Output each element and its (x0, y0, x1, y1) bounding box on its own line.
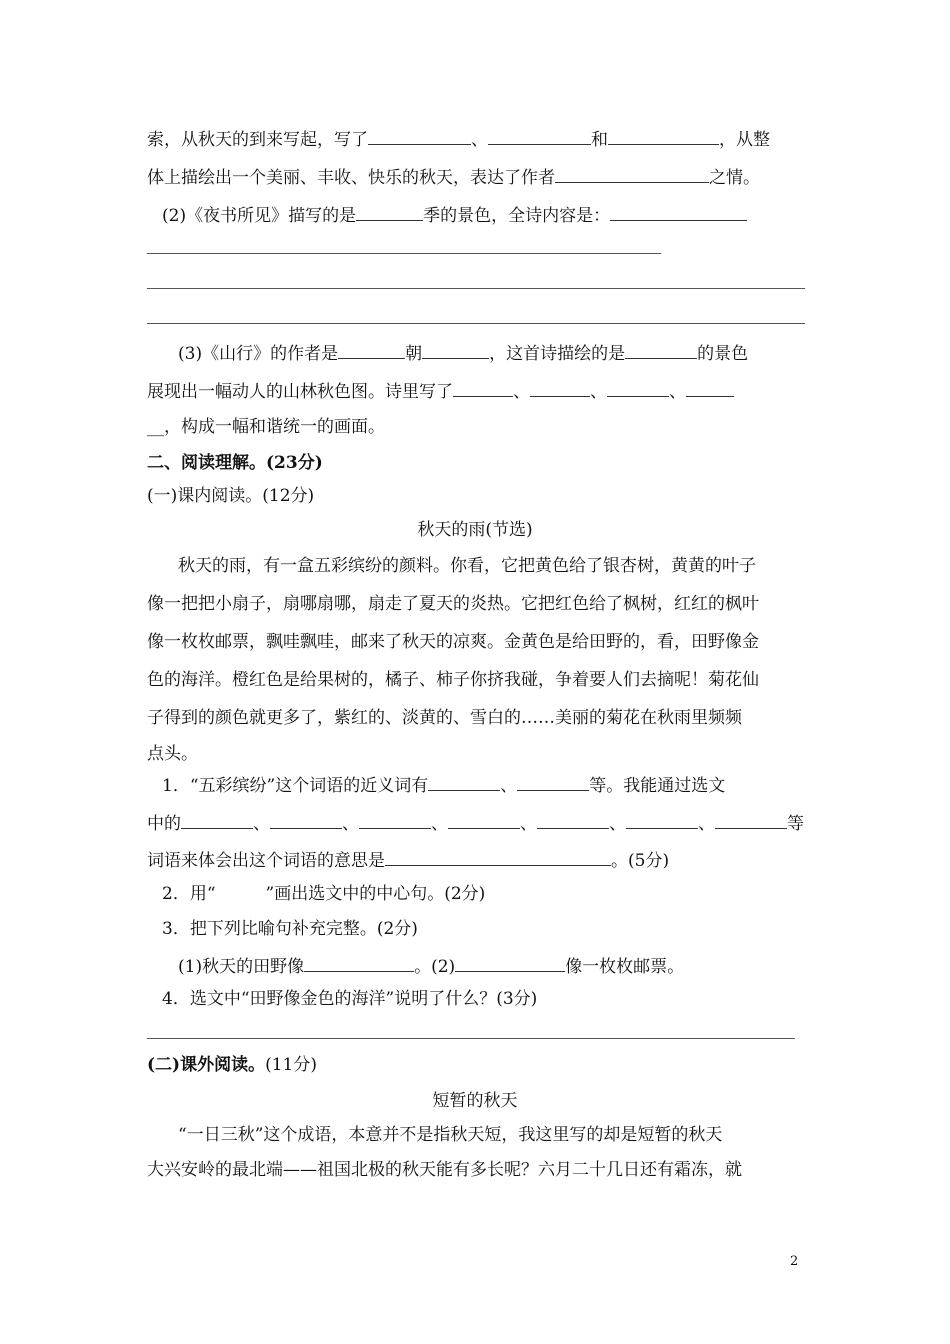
blank[interactable] (304, 953, 414, 972)
blank[interactable] (453, 378, 513, 397)
blank[interactable] (422, 340, 489, 359)
blank[interactable] (607, 378, 669, 397)
blank[interactable] (368, 126, 471, 145)
passage1-line: 点头。 (147, 744, 198, 764)
answer-line[interactable] (147, 253, 661, 254)
q3-line1: 索，从秋天的到来写起，写了 、 和 ，从整 (147, 126, 770, 150)
blank[interactable] (359, 810, 431, 829)
q3-sub3-line3: __，构成一幅和谐统一的画面。 (147, 417, 385, 437)
q3-sub3-line2: 展现出一幅动人的山林秋色图。诗里写了 、 、 、 (147, 378, 734, 402)
passage1-line: 像一枚枚邮票，飘哇飘哇，邮来了秋天的凉爽。金黄色是给田野的，看，田野像金 (147, 632, 759, 652)
answer-line[interactable] (147, 323, 805, 324)
blank[interactable] (181, 810, 253, 829)
passage1-line: 像一把把小扇子，扇哪扇哪，扇走了夏天的炎热。它把红色给了枫树，红红的枫叶 (147, 594, 759, 614)
blank[interactable] (625, 340, 697, 359)
question-1: 1．“五彩缤纷”这个词语的近义词有 、 等。我能通过选文 (162, 772, 725, 796)
blank[interactable] (537, 810, 609, 829)
blank[interactable] (715, 810, 787, 829)
question-4: 4．选文中“田野像金色的海洋”说明了什么？(3分) (162, 989, 538, 1009)
question-3-items: (1)秋天的田野像 。(2) 像一枚枚邮票。 (178, 953, 684, 977)
question-1-line3: 词语来体会出这个词语的意思是 。(5分) (147, 847, 669, 871)
question-3: 3．把下列比喻句补充完整。(2分) (162, 919, 418, 939)
blank[interactable] (428, 772, 500, 791)
blank[interactable] (455, 953, 565, 972)
blank[interactable] (626, 810, 698, 829)
answer-line[interactable] (147, 1038, 795, 1039)
passage1-line: 子得到的颜色就更多了，紫红的、淡黄的、雪白的……美丽的菊花在秋雨里频频 (147, 708, 742, 728)
passage2-title: 短暂的秋天 (432, 1091, 518, 1111)
question-1-line2: 中的 、 、 、 、 、 、 等 (147, 810, 804, 834)
passage1-line: 色的海洋。橙红色是给果树的，橘子、柿子你挤我碰，争着要人们去摘呢！菊花仙 (147, 670, 759, 690)
blank[interactable] (608, 126, 719, 145)
blank[interactable] (338, 340, 405, 359)
q3-line2: 体上描绘出一个美丽、丰收、快乐的秋天，表达了作者 之情。 (147, 164, 760, 188)
passage2-line: 大兴安岭的最北端——祖国北极的秋天能有多长呢？六月二十几日还有霜冻，就 (147, 1160, 742, 1180)
blank[interactable] (385, 847, 611, 866)
blank[interactable] (448, 810, 520, 829)
passage1-title: 秋天的雨(节选) (417, 520, 533, 540)
part2-heading: (二)课外阅读。(11分) (147, 1055, 317, 1075)
blank[interactable] (686, 378, 734, 397)
part1-heading: (一)课内阅读。(12分) (147, 486, 315, 506)
blank[interactable] (610, 202, 747, 221)
passage2-line: “一日三秋”这个成语，本意并不是指秋天短，我这里写的却是短暂的秋天 (178, 1125, 723, 1145)
blank[interactable] (530, 378, 590, 397)
passage1-line: 秋天的雨，有一盒五彩缤纷的颜料。你看，它把黄色给了银杏树，黄黄的叶子 (178, 556, 756, 576)
blank[interactable] (270, 810, 342, 829)
section-heading: 二、阅读理解。(23分) (147, 453, 323, 473)
answer-line[interactable] (147, 288, 805, 289)
blank[interactable] (488, 126, 591, 145)
q3-sub2: (2)《夜书所见》描写的是 季的景色，全诗内容是： (162, 202, 747, 226)
blank[interactable] (356, 202, 423, 221)
blank[interactable] (517, 772, 589, 791)
q3-sub3: (3)《山行》的作者是 朝 ，这首诗描绘的是 的景色 (178, 340, 748, 364)
question-2: 2．用“ ”画出选文中的中心句。(2分) (162, 884, 486, 904)
page-number: 2 (790, 1254, 799, 1269)
blank[interactable] (555, 164, 709, 183)
